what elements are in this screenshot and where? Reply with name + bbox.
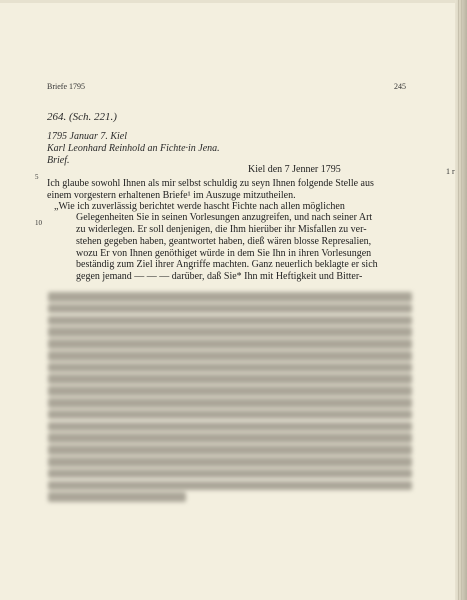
blurred-footnotes bbox=[48, 292, 412, 520]
body-line: Gelegenheiten Sie in seinen Vorlesungen anzugreifen, und nach seiner Art bbox=[76, 212, 373, 223]
body-line: zu widerlegen. Er soll denjenigen, die Ihm hierüber ihr Misfallen zu ver- bbox=[76, 224, 367, 235]
running-head-title: Briefe 1795 bbox=[47, 82, 85, 91]
body-line: stehen gegeben haben, geantwortet haben, dieß wären blosse Represalien, bbox=[76, 236, 372, 247]
body-line: beständig zum Ziel ihrer Angriffe machten. Ganz neuerlich beklagte er sich bbox=[76, 259, 378, 270]
page-top-edge bbox=[0, 0, 467, 3]
letter-parties: Karl Leonhard Reinhold an Fichte·in Jena. bbox=[47, 143, 220, 154]
body-line: „Wie ich zuverlässig berichtet werde hascht Fichte nach allen möglichen bbox=[54, 201, 345, 212]
line-number-10: 10 bbox=[35, 219, 42, 227]
page-edge-stack bbox=[455, 0, 467, 600]
folio-marker: 1 r bbox=[446, 167, 455, 176]
body-line: gegen jemand — — — darüber, daß Sie* Ihn mit Heftigkeit und Bitter- bbox=[76, 271, 363, 282]
letter-dateline: Kiel den 7 Jenner 1795 bbox=[248, 164, 341, 175]
letter-type: Brief. bbox=[47, 155, 70, 166]
line-number-5: 5 bbox=[35, 173, 39, 181]
entry-number: 264. (Sch. 221.) bbox=[47, 111, 117, 123]
body-line: wozu Er von Ihnen genöthiget würde in dem Sie Ihn in ihren Vorlesungen bbox=[76, 248, 372, 259]
page-number: 245 bbox=[394, 82, 406, 91]
body-line: einem vorgestern erhaltenen Briefe¹ im Auszuge mitzutheilen. bbox=[47, 190, 296, 201]
letter-date-place: 1795 Januar 7. Kiel bbox=[47, 131, 127, 142]
body-line: Ich glaube sowohl Ihnen als mir selbst schuldig zu seyn Ihnen folgende Stelle aus bbox=[47, 178, 374, 189]
